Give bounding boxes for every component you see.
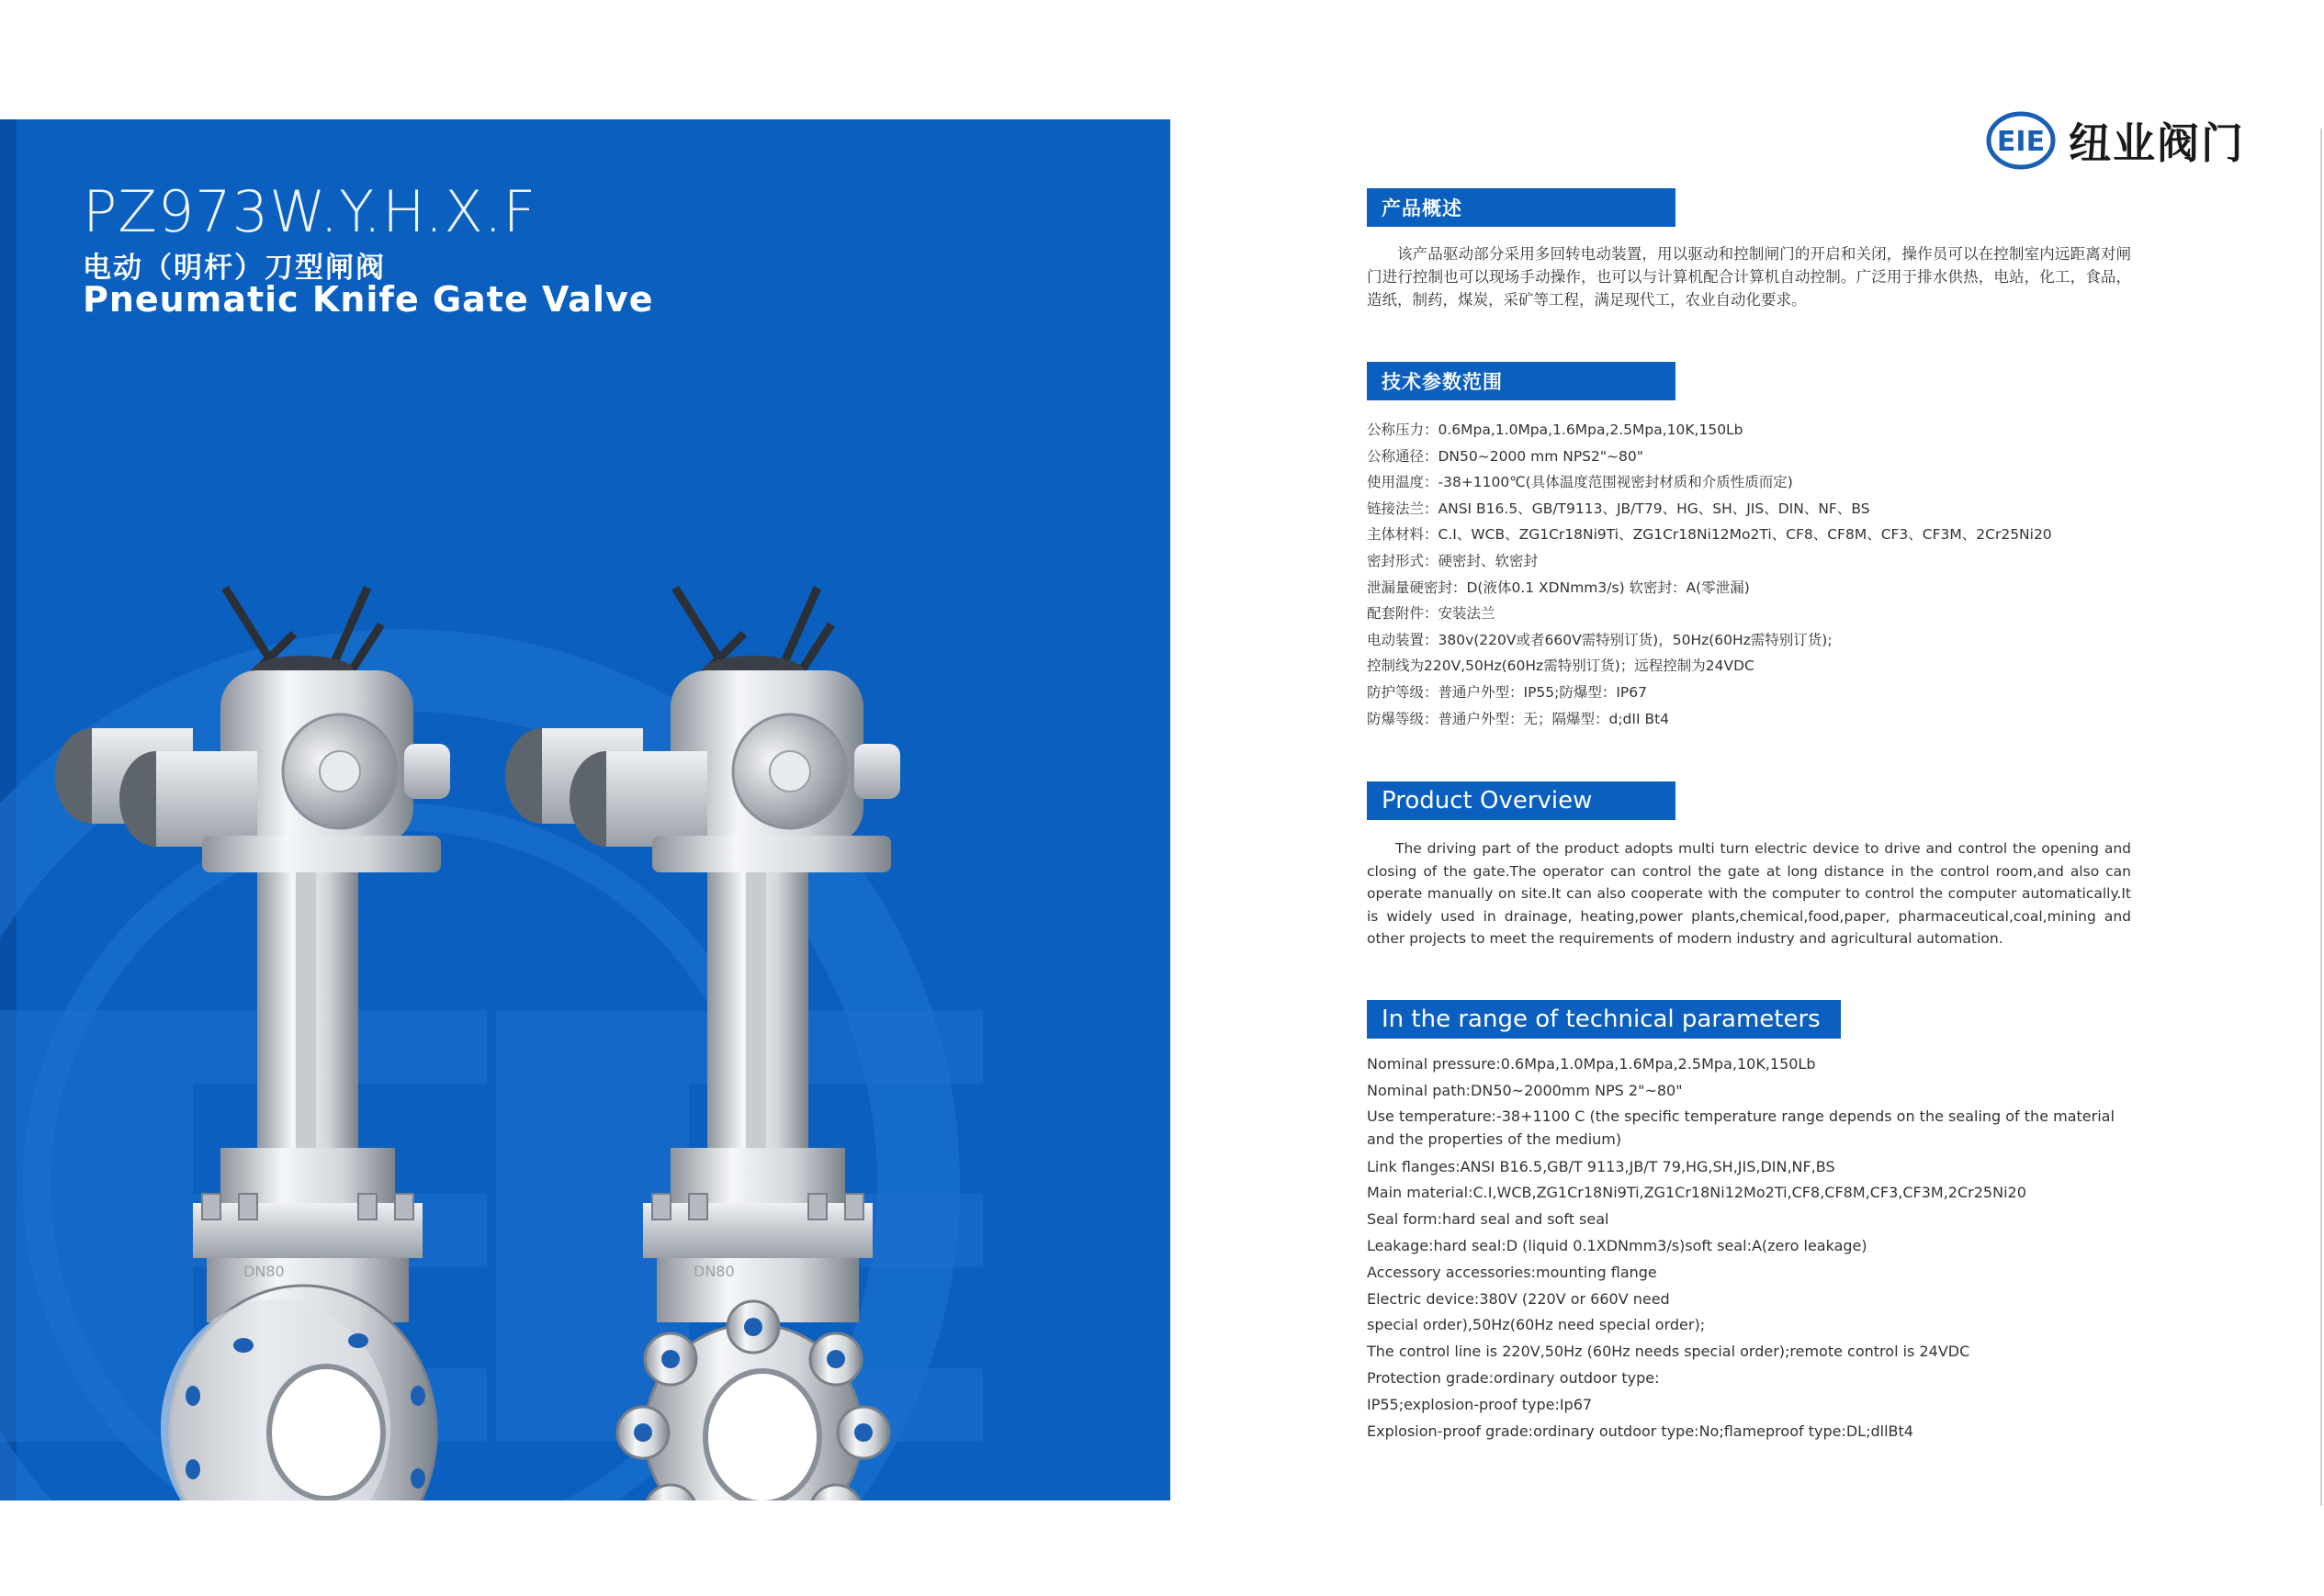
param-item-cn: 配套附件：安装法兰 — [1367, 605, 1495, 623]
param-item-en: Electric device:380V (220V or 660V need — [1367, 1289, 1670, 1308]
param-item-cn: 公称通径：DN50~2000 mm NPS2"~80" — [1367, 447, 1643, 465]
brand-emblem-icon — [1986, 111, 2056, 170]
model-number: PZ973W.Y.H.X.F — [83, 178, 537, 245]
brand-mark-text: EIE — [1996, 126, 2046, 158]
valve-size-label: DN80 — [243, 1263, 285, 1280]
product-hero-panel — [0, 119, 1170, 1500]
param-item-en: Explosion-proof grade:ordinary outdoor type:No;flameproof type:DL;dllBt4 — [1367, 1422, 1913, 1440]
param-item-cn: 密封形式：硬密封、软密封 — [1367, 552, 1539, 569]
overview-text-en: The driving part of the product adopts multi turn electric device to drive and control the opening and closing of the gate.The operator can control the gate at long distance in the control room,and also can operate manually on site.It can also cooperate with the computer to control the computer automatically.It is widely used in drainage, heating,power plants,chemical,food,paper, pharmaceutical,coal,mining and other projects to meet the requirements of modern industry and agricultural automation. — [1367, 840, 2131, 947]
param-item-en: Leakage:hard seal:D (liquid 0.1XDNmm3/s)soft seal:A(zero leakage) — [1367, 1236, 1867, 1254]
section-heading-overview-en: Product Overview — [1367, 781, 1675, 820]
param-item-en: Accessory accessories:mounting flange — [1367, 1263, 1657, 1281]
section-heading-params-en: In the range of technical parameters — [1367, 1000, 1841, 1039]
brand-name: 纽业阀门 — [2069, 118, 2245, 168]
param-item-en: special order),50Hz(60Hz need special order); — [1367, 1316, 1706, 1334]
param-item-cn: 公称压力：0.6Mpa,1.0Mpa,1.6Mpa,2.5Mpa,10K,150Lb — [1367, 421, 1743, 438]
overview-text-cn: 该产品驱动部分采用多回转电动装置，用以驱动和控制闸门的开启和关闭，操作员可以在控制室内远距离对闸门进行控制也可以现场手动操作，也可以与计算机配合计算机自动控制。广泛用于排水供热，电站，化工，食品，造纸，制药，煤炭，采矿等工程，满足现代工，农业自动化要求。 — [1367, 245, 2131, 309]
param-item-cn: 主体材料：C.I、WCB、ZG1Cr18Ni9Ti、ZG1Cr18Ni12Mo2Ti、CF8、CF8M、CF3、CF3M、2Cr25Ni20 — [1367, 526, 2052, 544]
param-item-en: Nominal pressure:0.6Mpa,1.0Mpa,1.6Mpa,2.5Mpa,10K,150Lb — [1367, 1055, 1816, 1073]
params-list-cn — [1367, 417, 2138, 732]
param-item-en: IP55;explosion-proof type:Ip67 — [1367, 1395, 1593, 1413]
param-item-cn: 电动装置：380v(220V或者660V需特别订货)，50Hz(60Hz需特别订货); — [1367, 631, 1833, 648]
page-edge-line — [2320, 129, 2322, 1506]
params-list-en — [1367, 1051, 2131, 1444]
param-item-cn: 防护等级：普通户外型：IP55;防爆型：IP67 — [1367, 683, 1648, 701]
product-title-en: Pneumatic Knife Gate Valve — [83, 279, 654, 320]
param-item-en: Nominal path:DN50~2000mm NPS 2"~80" — [1367, 1081, 1683, 1099]
param-item-en: Link flanges:ANSI B16.5,GB/T 9113,JB/T 79,HG,SH,JIS,DIN,NF,BS — [1367, 1157, 1835, 1175]
valve-size-label: DN80 — [694, 1263, 735, 1280]
param-item-cn: 泄漏量硬密封：D(液体0.1 XDNmm3/s) 软密封：A(零泄漏) — [1367, 579, 1750, 596]
valve-lug — [505, 588, 900, 1500]
valve-flanged — [55, 588, 450, 1500]
product-title-cn: 电动（明杆）刀型闸阀 — [83, 252, 386, 285]
section-heading-params-cn: 技术参数范围 — [1367, 362, 1675, 400]
section-heading-overview-cn: 产品概述 — [1367, 188, 1675, 227]
param-item-en: Use temperature:-38+1100 C (the specific temperature range depends on the sealing of the material and the properties of the medium) — [1367, 1107, 2115, 1148]
param-item-cn: 控制线为220V,50Hz(60Hz需特别订货)；远程控制为24VDC — [1367, 658, 1754, 675]
param-item-en: Main material:C.I,WCB,ZG1Cr18Ni9Ti,ZG1Cr18Ni12Mo2Ti,CF8,CF8M,CF3,CF3M,2Cr25Ni20 — [1367, 1184, 2026, 1202]
param-item-en: Protection grade:ordinary outdoor type: — [1367, 1368, 1660, 1387]
param-item-cn: 链接法兰：ANSI B16.5、GB/T9113、JB/T79、HG、SH、JIS、DIN、NF、BS — [1367, 500, 1870, 517]
param-item-cn: 使用温度：-38+1100℃(具体温度范围视密封材质和介质性质而定) — [1367, 474, 1793, 491]
knife-gate-valve-illustration — [55, 560, 955, 1500]
param-item-en: The control line is 220V,50Hz (60Hz needs special order);remote control is 24VDC — [1367, 1343, 1970, 1361]
param-item-en: Seal form:hard seal and soft seal — [1367, 1210, 1609, 1229]
param-item-cn: 防爆等级：普通户外型：无；隔爆型：d;dII Bt4 — [1367, 710, 1670, 727]
brand-logo — [1986, 108, 2245, 173]
